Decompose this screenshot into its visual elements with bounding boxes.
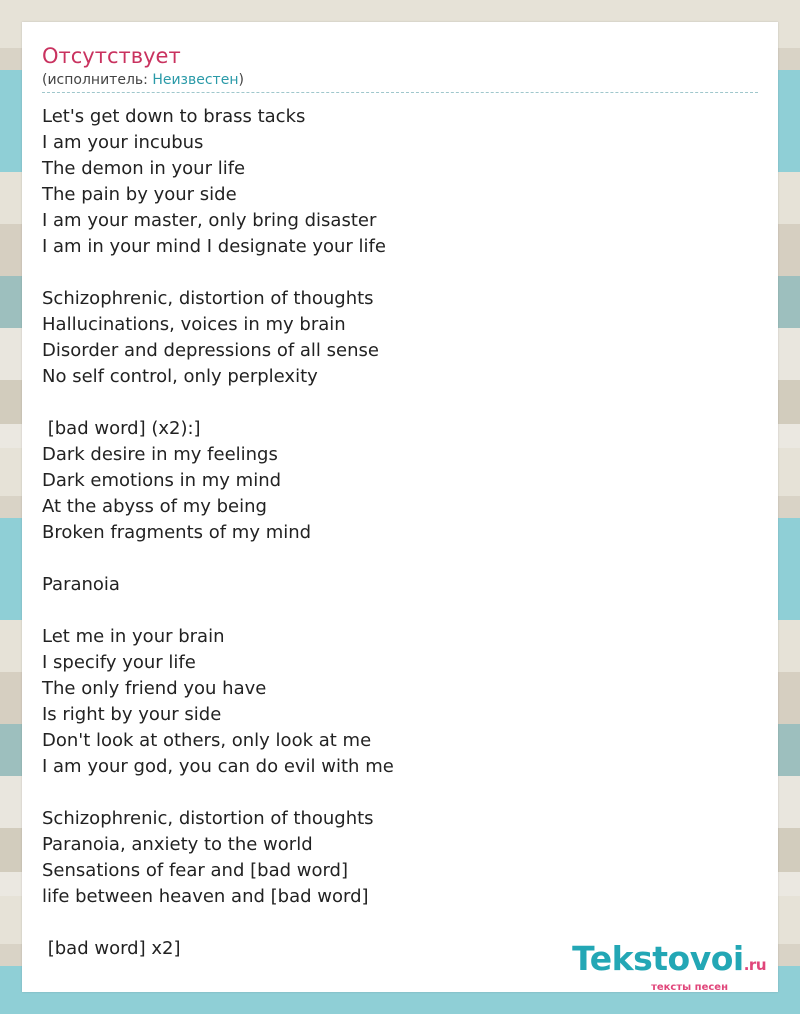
lyric-blank-line: [42, 546, 758, 572]
lyric-line: Hallucinations, voices in my brain: [42, 314, 346, 335]
artist-link[interactable]: Неизвестен: [152, 72, 239, 88]
lyric-line: Let's get down to brass tacks: [42, 106, 306, 127]
lyric-line: I am in your mind I designate your life: [42, 236, 386, 257]
site-logo[interactable]: [546, 939, 766, 993]
artist-line: [42, 70, 758, 90]
lyric-blank-line: [42, 390, 758, 416]
lyric-line: Dark desire in my feelings: [42, 444, 278, 465]
lyric-line: The only friend you have: [42, 678, 267, 699]
lyric-line: Is right by your side: [42, 704, 222, 725]
lyric-line: Schizophrenic, distortion of thoughts: [42, 288, 374, 309]
lyric-line: [bad word] (x2):]: [42, 418, 201, 439]
lyric-line: I am your god, you can do evil with me: [42, 756, 394, 777]
artist-prefix: (исполнитель:: [42, 72, 153, 88]
lyric-line: Dark emotions in my mind: [42, 470, 282, 491]
lyric-line: life between heaven and [bad word]: [42, 886, 369, 907]
lyric-line: Broken fragments of my mind: [42, 522, 312, 543]
lyric-line: Paranoia, anxiety to the world: [42, 834, 313, 855]
lyric-line: Let me in your brain: [42, 626, 225, 647]
lyric-line: [bad word] x2]: [42, 938, 181, 959]
lyric-line: Sensations of fear and [bad word]: [42, 860, 349, 881]
lyrics-body: [42, 104, 758, 962]
song-title: Отсутствует: [42, 44, 181, 68]
lyric-blank-line: [42, 780, 758, 806]
lyric-blank-line: [42, 260, 758, 286]
logo-text: Tekstovoi: [572, 939, 744, 978]
lyric-line: I am your master, only bring disaster: [42, 210, 377, 231]
lyric-blank-line: [42, 910, 758, 936]
song-header: [42, 42, 758, 93]
lyric-line: Disorder and depressions of all sense: [42, 340, 379, 361]
lyric-line: The demon in your life: [42, 158, 246, 179]
artist-suffix: ): [238, 72, 244, 88]
logo-tagline: тексты песен: [651, 982, 728, 993]
lyric-line: I am your incubus: [42, 132, 204, 153]
lyric-line: The pain by your side: [42, 184, 237, 205]
lyric-line: Don't look at others, only look at me: [42, 730, 372, 751]
lyric-line: I specify your life: [42, 652, 196, 673]
lyric-line: At the abyss of my being: [42, 496, 267, 517]
lyric-blank-line: [42, 598, 758, 624]
lyrics-card: [22, 22, 778, 992]
lyric-line: Paranoia: [42, 574, 120, 595]
lyric-line: No self control, only perplexity: [42, 366, 318, 387]
logo-domain: .ru: [743, 956, 766, 974]
lyric-line: Schizophrenic, distortion of thoughts: [42, 808, 374, 829]
